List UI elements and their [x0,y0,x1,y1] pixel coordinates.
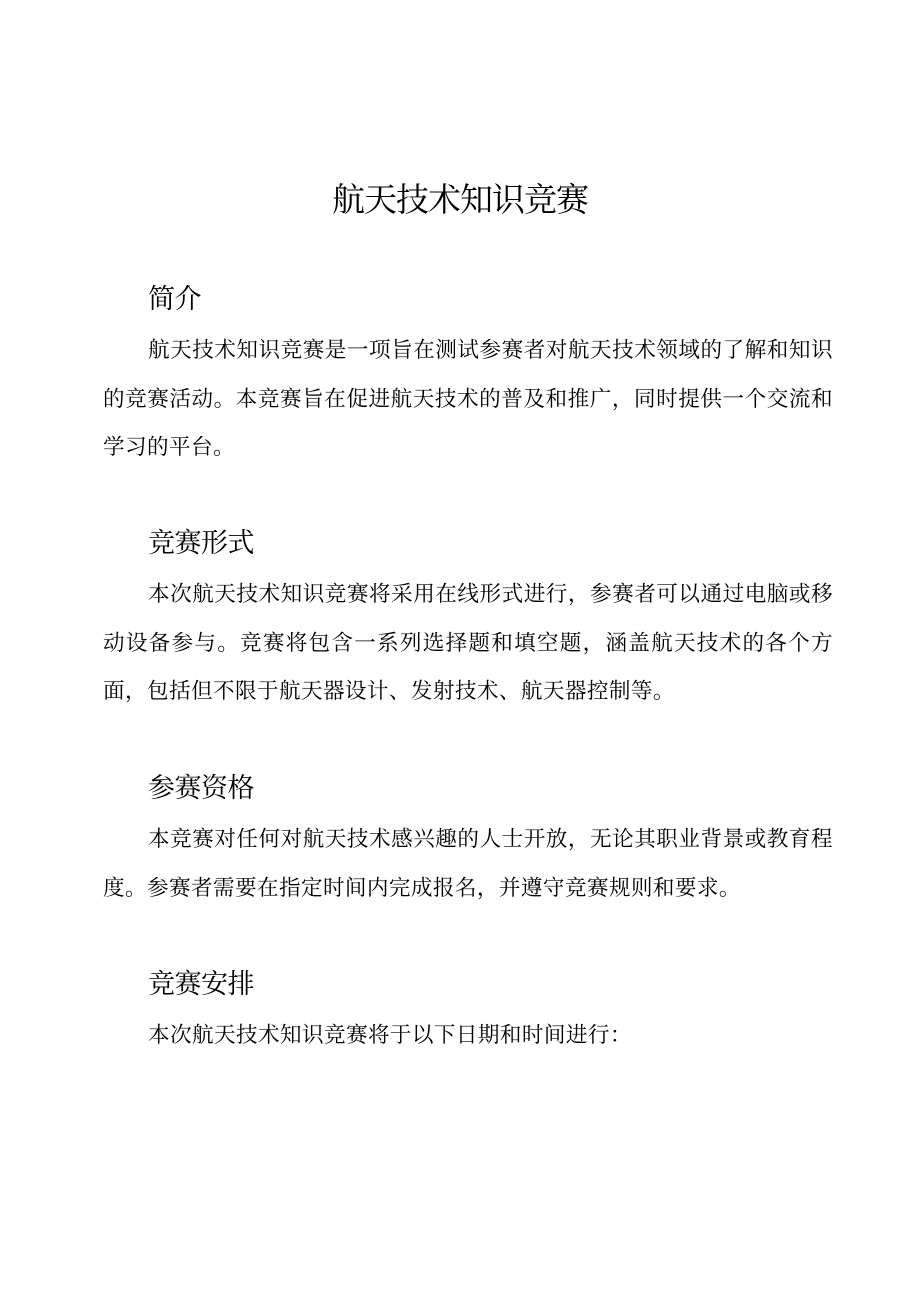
section-paragraph: 本次航天技术知识竞赛将于以下日期和时间进行： [148,1023,632,1048]
section-schedule [103,967,833,1061]
document-title: 航天技术知识竞赛 [332,180,588,219]
section-paragraph: 本竞赛对任何对航天技术感兴趣的人士开放，无论其职业背景或教育程度。参赛者需要在指定时间内完成报名，并遵守竞赛规则和要求。 [103,827,833,901]
section-eligibility [103,771,833,913]
section-paragraph: 航天技术知识竞赛是一项旨在测试参赛者对航天技术领域的了解和知识的竞赛活动。本竞赛旨在促进航天技术的普及和推广，同时提供一个交流和学习的平台。 [103,338,833,460]
section-competition-format [103,526,833,717]
section-heading: 参赛资格 [148,773,254,804]
section-introduction [103,282,833,473]
section-heading: 竞赛安排 [148,969,254,1000]
section-heading: 竞赛形式 [148,528,254,559]
section-paragraph: 本次航天技术知识竞赛将采用在线形式进行，参赛者可以通过电脑或移动设备参与。竞赛将包含一系列选择题和填空题，涵盖航天技术的各个方面，包括但不限于航天器设计、发射技术、航天器控制等。 [103,582,833,704]
section-heading: 简介 [148,284,201,315]
